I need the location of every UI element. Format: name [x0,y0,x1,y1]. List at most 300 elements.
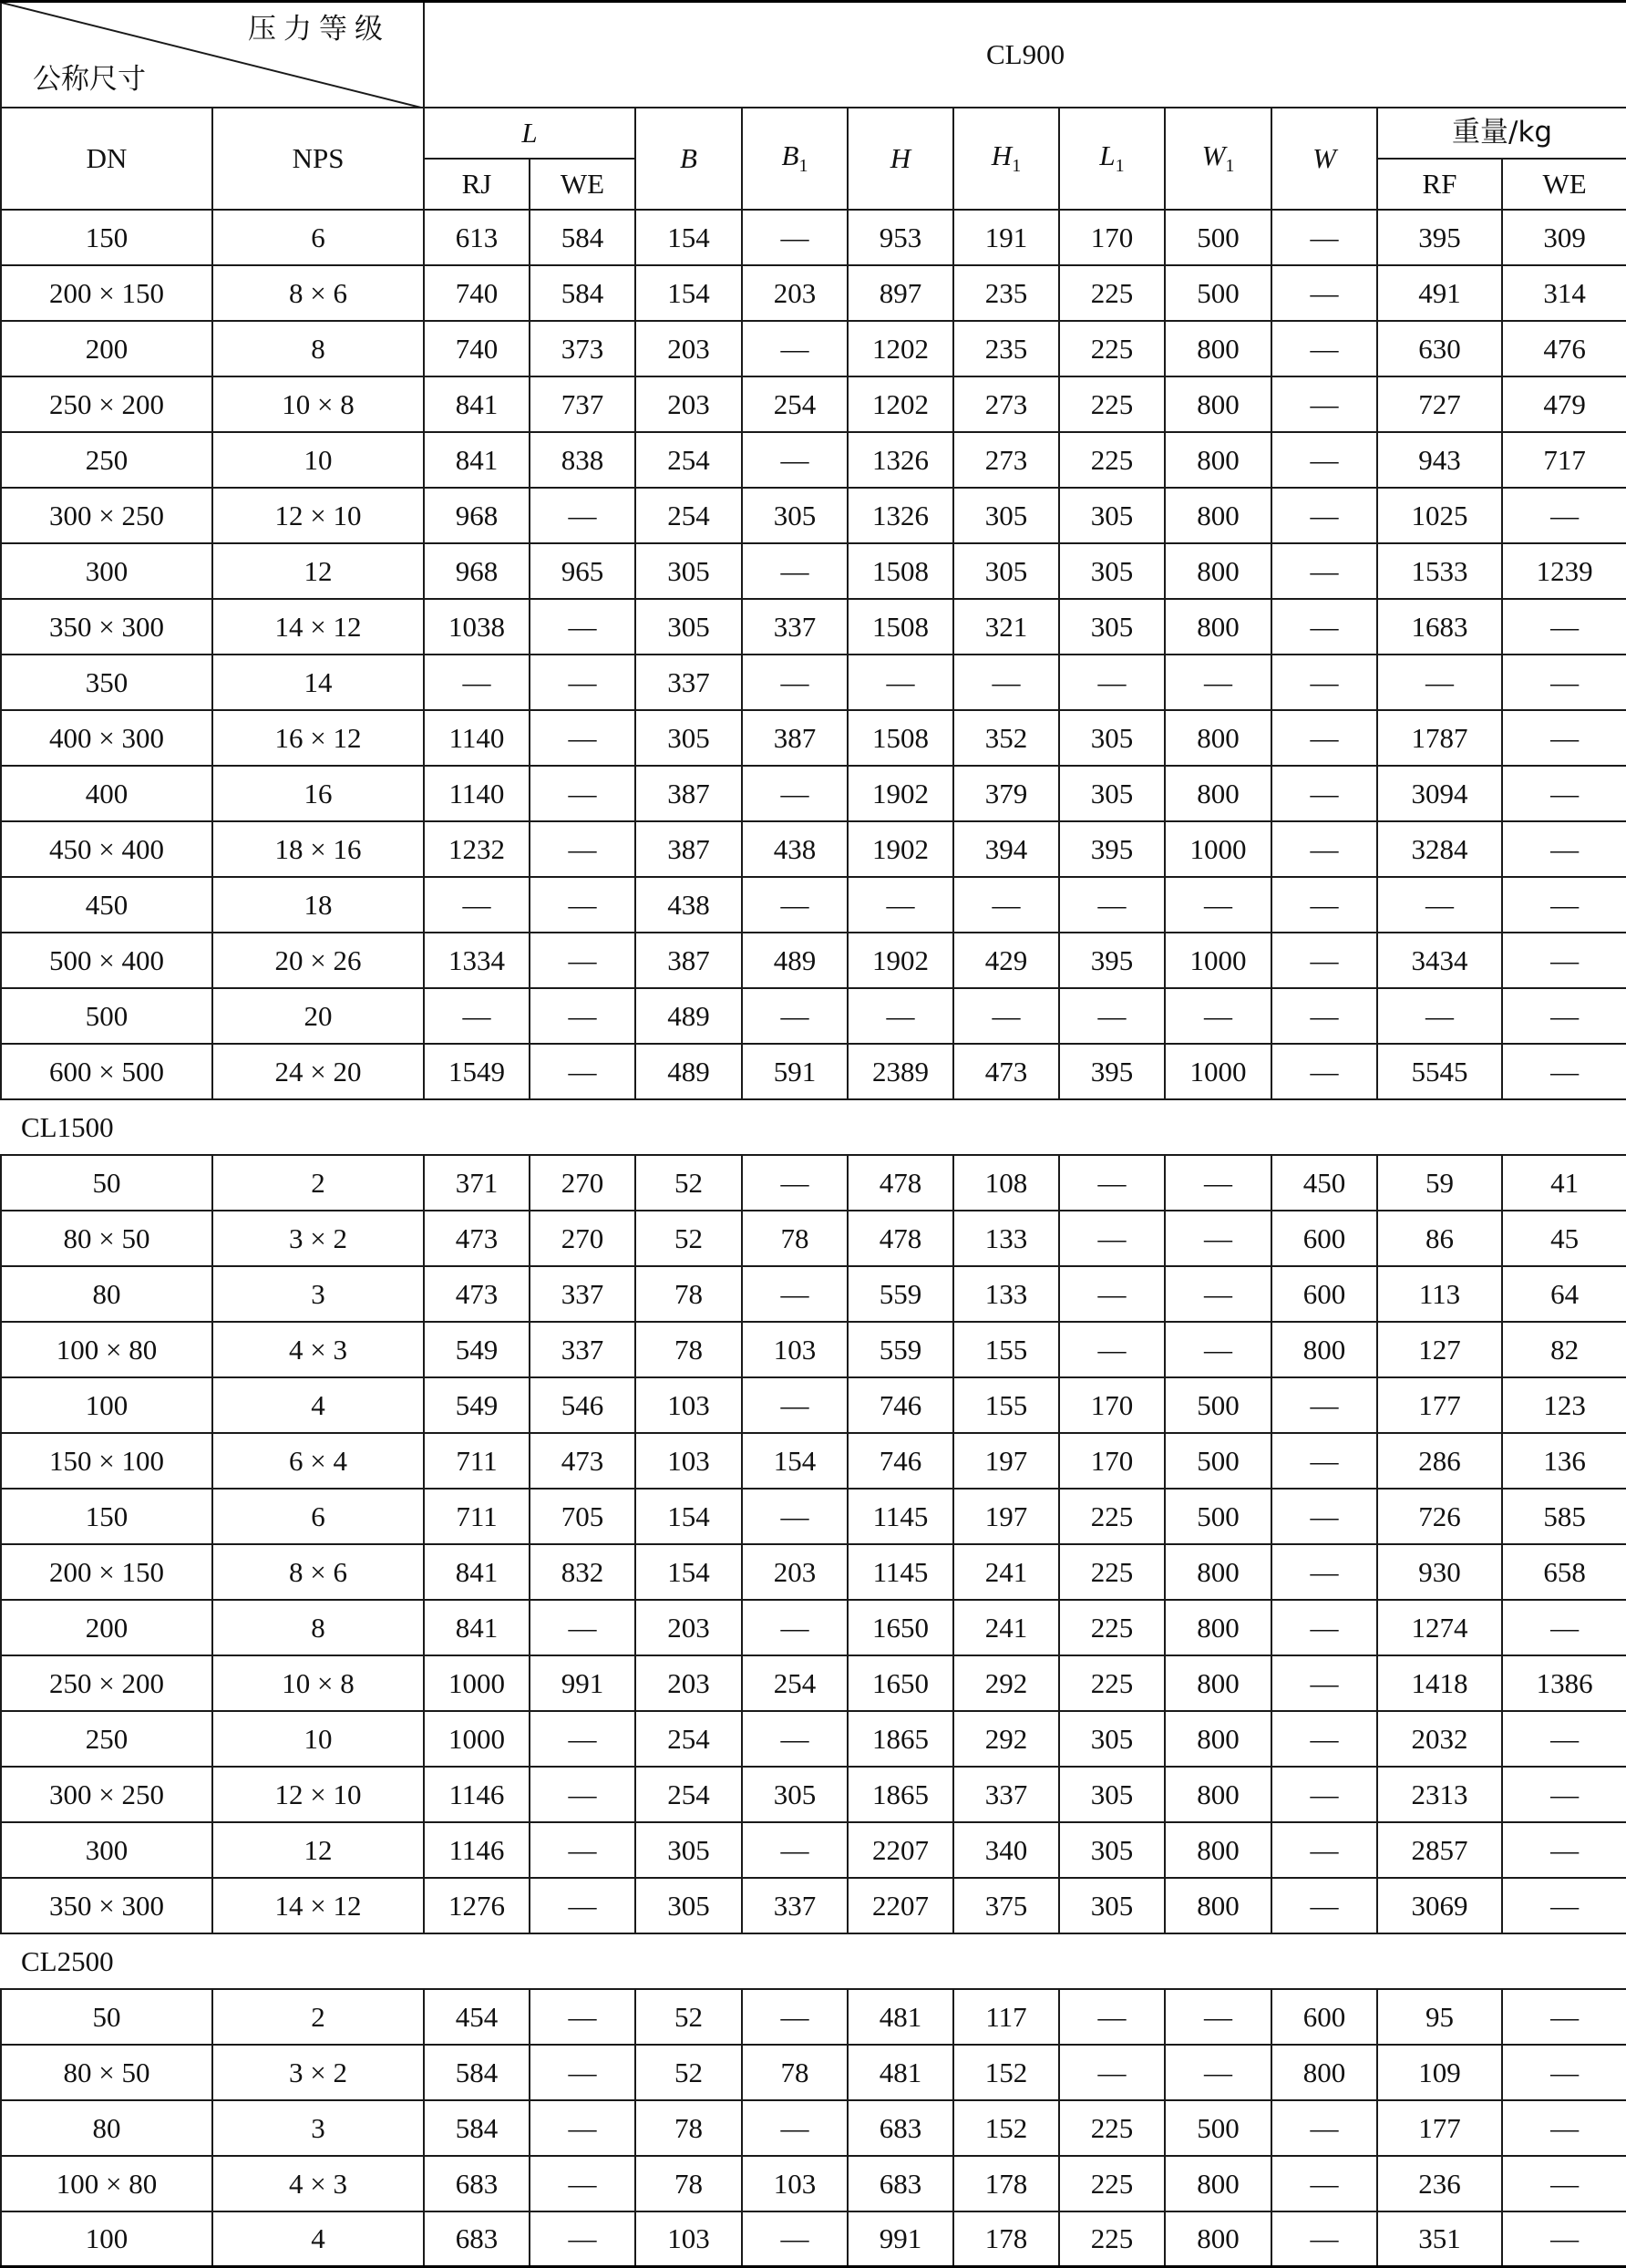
table-row [1,1767,1626,1822]
table-cell: — [1271,710,1377,766]
table-cell: 350 [1,655,212,710]
table-cell: 154 [635,1489,742,1544]
table-cell: 225 [1059,2211,1165,2267]
table-cell: 250 [1,1711,212,1767]
table-cell: 200 × 150 [1,265,212,321]
table-cell: — [1502,988,1626,1044]
table-cell: 305 [742,488,848,543]
table-cell: 235 [953,265,1059,321]
table-cell: 177 [1377,2100,1502,2156]
table-cell: 78 [635,2100,742,2156]
table-cell: 150 [1,1489,212,1544]
table-cell: — [530,877,635,933]
table-cell: — [1271,2100,1377,2156]
table-cell: — [742,1489,848,1544]
table-cell: 305 [1059,710,1165,766]
table-cell: 1549 [424,1044,530,1099]
table-cell: 1025 [1377,488,1502,543]
table-cell: 1902 [848,933,953,988]
table-cell: 559 [848,1322,953,1377]
table-cell: — [1165,988,1271,1044]
table-row [1,1322,1626,1377]
table-cell: — [530,1044,635,1099]
table-cell: 1202 [848,321,953,376]
table-cell: — [1377,655,1502,710]
table-cell: 254 [635,1711,742,1767]
table-cell: 800 [1165,2211,1271,2267]
table-cell: 178 [953,2156,1059,2211]
table-cell: 746 [848,1377,953,1433]
table-cell: 80 × 50 [1,1211,212,1266]
table-cell: 1239 [1502,543,1626,599]
table-cell: 155 [953,1377,1059,1433]
table-row [1,321,1626,376]
table-cell: — [1059,877,1165,933]
table-cell: 800 [1271,1322,1377,1377]
table-cell: 394 [953,821,1059,877]
nominal-size-label: 公称尺寸 [33,62,146,96]
table-cell: — [530,1878,635,1933]
table-cell: — [1059,655,1165,710]
table-cell: — [530,2156,635,2211]
table-cell: 300 [1,1822,212,1878]
table-cell: — [1165,1266,1271,1322]
table-cell: 170 [1059,210,1165,265]
table-cell: 80 [1,2100,212,2156]
table-cell: 254 [635,1767,742,1822]
table-cell: 8 × 6 [212,1544,424,1600]
table-cell: 241 [953,1544,1059,1600]
table-cell: 1508 [848,543,953,599]
table-cell: 305 [635,543,742,599]
table-cell: 968 [424,543,530,599]
table-cell: — [1165,2045,1271,2100]
table-cell: 50 [1,1155,212,1211]
table-cell: 270 [530,1211,635,1266]
table-cell: 236 [1377,2156,1502,2211]
table-cell: — [1271,1044,1377,1099]
table-cell: — [1271,432,1377,488]
table-cell: 2032 [1377,1711,1502,1767]
table-cell: 200 [1,321,212,376]
table-row [1,1544,1626,1600]
table-cell: 200 × 150 [1,1544,212,1600]
table-cell: — [1271,210,1377,265]
table-cell: 1902 [848,766,953,821]
table-cell: 1140 [424,766,530,821]
table-cell: 12 [212,543,424,599]
table-cell: — [953,655,1059,710]
table-cell: 103 [635,2211,742,2267]
table-cell: — [1165,1989,1271,2045]
col-header-l1 [1059,108,1165,210]
table-cell: 500 [1165,265,1271,321]
table-cell: — [530,710,635,766]
table-cell: 352 [953,710,1059,766]
table-cell: 683 [424,2156,530,2211]
table-cell: 254 [635,432,742,488]
table-cell: — [1059,1266,1165,1322]
table-cell: 305 [635,1878,742,1933]
table-cell: 584 [424,2100,530,2156]
table-cell: 1232 [424,821,530,877]
table-cell: — [1502,710,1626,766]
table-cell: 953 [848,210,953,265]
table-cell: — [742,655,848,710]
table-cell: 3 × 2 [212,1211,424,1266]
table-cell: 103 [635,1377,742,1433]
table-cell: 1508 [848,599,953,655]
table-cell: — [1502,655,1626,710]
table-cell: — [530,2211,635,2267]
table-cell: 270 [530,1155,635,1211]
table-cell: 740 [424,265,530,321]
section-label: CL2500 [1,1933,1626,1989]
table-cell: 991 [848,2211,953,2267]
table-cell: 64 [1502,1266,1626,1322]
table-cell: 305 [953,543,1059,599]
table-cell: 225 [1059,1544,1165,1600]
table-cell: 387 [635,821,742,877]
table-cell: 395 [1059,1044,1165,1099]
table-cell: 1865 [848,1767,953,1822]
table-cell: 305 [953,488,1059,543]
table-cell: 800 [1165,766,1271,821]
table-row [1,766,1626,821]
table-cell: 305 [635,599,742,655]
table-cell: — [424,988,530,1044]
table-cell: 1146 [424,1767,530,1822]
section-label: CL1500 [1,1099,1626,1155]
table-row [1,933,1626,988]
table-cell: — [1271,599,1377,655]
table-cell: — [1271,1655,1377,1711]
table-cell: — [1502,766,1626,821]
table-cell: 340 [953,1822,1059,1878]
table-cell: 473 [424,1266,530,1322]
table-cell: 14 × 12 [212,599,424,655]
table-cell: 500 [1165,210,1271,265]
table-cell: — [424,877,530,933]
table-cell: 2389 [848,1044,953,1099]
table-cell: — [742,1822,848,1878]
table-cell: 337 [635,655,742,710]
table-cell: — [530,1600,635,1655]
table-cell: — [953,877,1059,933]
table-cell: 1787 [1377,710,1502,766]
table-cell: 78 [635,2156,742,2211]
table-cell: 3284 [1377,821,1502,877]
table-cell: 395 [1059,933,1165,988]
table-cell: 314 [1502,265,1626,321]
table-cell: 52 [635,1155,742,1211]
table-cell: — [1165,655,1271,710]
table-cell: 178 [953,2211,1059,2267]
table-row [1,877,1626,933]
table-cell: 546 [530,1377,635,1433]
table-cell: 387 [742,710,848,766]
table-cell: 473 [424,1211,530,1266]
table-cell: 549 [424,1377,530,1433]
table-cell: 479 [1502,376,1626,432]
table-cell: — [742,432,848,488]
table-cell: 250 × 200 [1,376,212,432]
table-cell: 18 [212,877,424,933]
table-cell: 337 [742,599,848,655]
table-cell: 136 [1502,1433,1626,1489]
l1-sub: 1 [1115,156,1125,177]
table-cell: 800 [1165,1711,1271,1767]
table-cell: 127 [1377,1322,1502,1377]
table-cell: 14 [212,655,424,710]
table-cell: 800 [1165,488,1271,543]
table-cell: — [1502,933,1626,988]
table-row [1,543,1626,599]
table-cell: — [1502,488,1626,543]
table-cell: 1000 [1165,1044,1271,1099]
table-cell: 3 [212,1266,424,1322]
table-cell: — [1059,1322,1165,1377]
table-cell: 613 [424,210,530,265]
table-cell: 1865 [848,1711,953,1767]
table-cell: — [742,766,848,821]
table-cell: — [1502,2045,1626,2100]
table-cell: 2207 [848,1822,953,1878]
table-cell: — [1271,1767,1377,1822]
table-cell: 832 [530,1544,635,1600]
table-cell: — [1059,2045,1165,2100]
table-cell: 337 [530,1266,635,1322]
table-cell: 80 [1,1266,212,1322]
table-cell: 154 [742,1433,848,1489]
table-cell: — [1271,766,1377,821]
table-cell: 203 [635,321,742,376]
table-cell: 379 [953,766,1059,821]
table-cell: 100 × 80 [1,2156,212,2211]
table-cell: — [1165,1155,1271,1211]
col-header-h: H [848,108,953,210]
table-cell: — [530,1767,635,1822]
header-row-columns [1,108,1626,159]
table-cell: 200 [1,1600,212,1655]
col-header-b: B [635,108,742,210]
table-cell: 800 [1165,1544,1271,1600]
table-cell: 1418 [1377,1655,1502,1711]
table-cell: 305 [1059,766,1165,821]
table-cell: 438 [742,821,848,877]
table-cell: 321 [953,599,1059,655]
table-cell: 177 [1377,1377,1502,1433]
table-cell: 203 [635,1600,742,1655]
table-cell: 20 [212,988,424,1044]
table-cell: 50 [1,1989,212,2045]
table-cell: 8 × 6 [212,265,424,321]
table-cell: 429 [953,933,1059,988]
sub-header-we: WE [530,159,635,210]
table-cell: 3069 [1377,1878,1502,1933]
table-row [1,1211,1626,1266]
table-cell: 5545 [1377,1044,1502,1099]
table-cell: 45 [1502,1211,1626,1266]
table-cell: 78 [742,1211,848,1266]
table-cell: 1533 [1377,543,1502,599]
table-row [1,1266,1626,1322]
table-cell: 1000 [424,1655,530,1711]
table-cell: 450 [1271,1155,1377,1211]
table-row [1,1655,1626,1711]
table-row [1,821,1626,877]
table-cell: 478 [848,1211,953,1266]
table-cell: 24 × 20 [212,1044,424,1099]
table-cell: 387 [635,766,742,821]
table-cell: 500 [1165,2100,1271,2156]
table-cell: 800 [1165,376,1271,432]
table-row [1,1433,1626,1489]
col-header-h1 [953,108,1059,210]
table-cell: 584 [530,210,635,265]
table-cell: 254 [742,376,848,432]
table-cell: 1202 [848,376,953,432]
table-cell: 395 [1377,210,1502,265]
table-cell: 250 [1,432,212,488]
table-cell: 286 [1377,1433,1502,1489]
table-cell: — [1271,1878,1377,1933]
table-cell: 600 [1271,1211,1377,1266]
table-cell: 705 [530,1489,635,1544]
table-cell: 235 [953,321,1059,376]
table-row [1,1600,1626,1655]
table-row [1,1878,1626,1933]
table-cell: 100 [1,1377,212,1433]
table-cell: 841 [424,1544,530,1600]
table-cell: — [1502,821,1626,877]
table-cell: 1145 [848,1489,953,1544]
table-cell: 1386 [1502,1655,1626,1711]
table-cell: 1140 [424,710,530,766]
table-cell: 800 [1165,710,1271,766]
table-cell: 8 [212,321,424,376]
table-cell: 6 [212,210,424,265]
table-cell: 1508 [848,710,953,766]
table-cell: 100 × 80 [1,1322,212,1377]
table-cell: 18 × 16 [212,821,424,877]
table-row [1,2211,1626,2267]
table-cell: — [1271,1600,1377,1655]
table-cell: 20 × 26 [212,933,424,988]
table-row [1,1155,1626,1211]
table-cell: 711 [424,1489,530,1544]
table-cell: 965 [530,543,635,599]
table-cell: 305 [742,1767,848,1822]
table-cell: 78 [635,1266,742,1322]
table-cell: 337 [742,1878,848,1933]
table-cell: — [530,1822,635,1878]
table-cell: 8 [212,1600,424,1655]
table-cell: 197 [953,1489,1059,1544]
table-cell: 10 [212,1711,424,1767]
table-row [1,2156,1626,2211]
table-cell: 305 [635,710,742,766]
table-cell: 683 [848,2156,953,2211]
table-cell: 500 [1165,1377,1271,1433]
table-cell: 203 [635,376,742,432]
table-cell: 133 [953,1211,1059,1266]
table-cell: — [424,655,530,710]
table-cell: 584 [424,2045,530,2100]
table-cell: — [1502,2211,1626,2267]
table-cell: — [742,988,848,1044]
table-cell: 395 [1059,821,1165,877]
table-cell: — [1377,877,1502,933]
table-cell: 292 [953,1655,1059,1711]
table-cell: 726 [1377,1489,1502,1544]
table-cell: — [530,2045,635,2100]
table-cell: 12 [212,1822,424,1878]
table-cell: 585 [1502,1489,1626,1544]
table-cell: 1000 [1165,821,1271,877]
table-cell: 225 [1059,2100,1165,2156]
table-cell: — [1059,1989,1165,2045]
table-cell: 943 [1377,432,1502,488]
table-cell: 152 [953,2045,1059,2100]
table-cell: 400 [1,766,212,821]
table-cell: 10 [212,432,424,488]
section-header-row [1,1933,1626,1989]
table-cell: 305 [1059,1711,1165,1767]
table-cell: 2207 [848,1878,953,1933]
table-cell: 600 × 500 [1,1044,212,1099]
col-header-dn: DN [1,108,212,210]
table-cell: 95 [1377,1989,1502,2045]
table-cell: 600 [1271,1989,1377,2045]
table-cell: 1000 [424,1711,530,1767]
table-cell: 438 [635,877,742,933]
table-cell: — [1502,1711,1626,1767]
table-cell: — [530,488,635,543]
table-cell: 273 [953,376,1059,432]
table-cell: — [1059,1211,1165,1266]
col-header-weight: 重量/kg [1377,108,1626,159]
w1-base: W [1201,139,1226,171]
table-cell: 473 [530,1433,635,1489]
table-cell: — [742,2211,848,2267]
table-cell: 2 [212,1989,424,2045]
table-cell: 337 [530,1322,635,1377]
table-cell: 225 [1059,265,1165,321]
table-cell: 3434 [1377,933,1502,988]
table-cell: 225 [1059,376,1165,432]
table-cell: 16 × 12 [212,710,424,766]
table-cell: 683 [848,2100,953,2156]
table-cell: — [1271,988,1377,1044]
table-cell: — [1271,321,1377,376]
table-cell: — [1271,655,1377,710]
table-cell: 12 × 10 [212,488,424,543]
table-cell: — [1059,1155,1165,1211]
table-row [1,488,1626,543]
table-cell: 373 [530,321,635,376]
table-cell: 1038 [424,599,530,655]
table-cell: 108 [953,1155,1059,1211]
table-cell: 371 [424,1155,530,1211]
table-cell: — [1165,877,1271,933]
table-cell: 203 [635,1655,742,1711]
table-cell: 52 [635,2045,742,2100]
table-cell: — [742,2100,848,2156]
table-cell: 250 × 200 [1,1655,212,1711]
table-cell: — [1165,1322,1271,1377]
table-cell: 241 [953,1600,1059,1655]
